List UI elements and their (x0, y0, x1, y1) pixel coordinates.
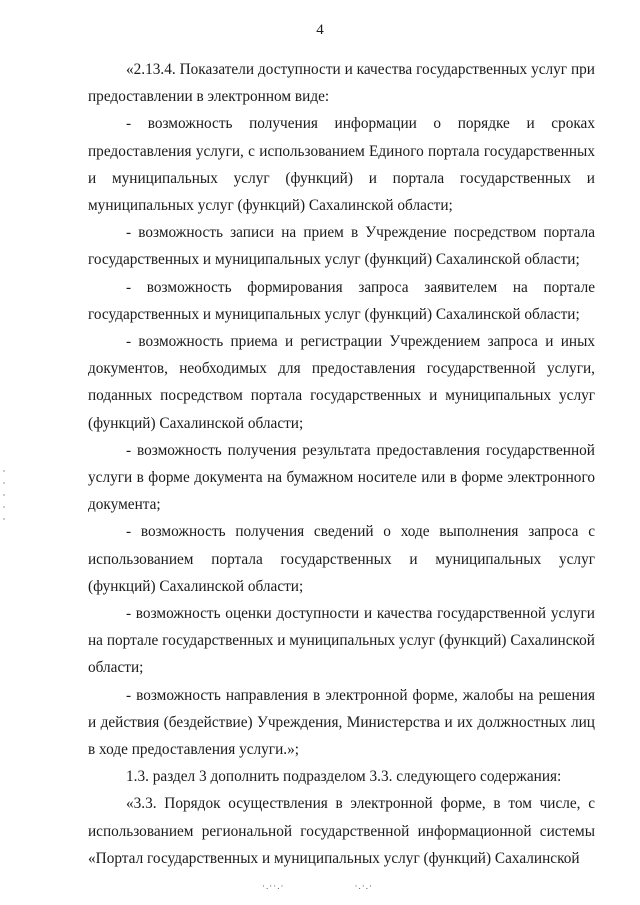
paragraph-status-info: - возможность получения сведений о ходе выполнения запроса с использованием портала государственных и муниципальных услуг (функций) Сахалинской области; (88, 523, 595, 595)
paragraph-result-receiving: - возможность получения результата предоставления государственной услуги в форме документа на бумажном носителе или в форме электронного документа; (88, 441, 595, 514)
paragraph-request-registration: - возможность приема и регистрации Учреждением запроса и иных документов, необходимых для предоставления государственной услуги, поданных посредством портала государственных и муниципальных услуг (функций) Сахалинской области; (88, 333, 595, 432)
paragraph-2-13-4-heading: «2.13.4. Показатели доступности и качества государственных услуг при предоставлении в электронном виде: (88, 61, 595, 106)
paragraph-complaints: - возможность направления в электронной форме, жалобы на решения и действия (бездействие) Учреждения, Министерства и их должностных лиц в ходе предоставления услуги.»; (88, 686, 595, 759)
paragraph-quality-rating: - возможность оценки доступности и качества государственной услуги на портале государственных и муниципальных услуг (функций) Сахалинской области; (88, 605, 595, 677)
scan-edge-artifact (3, 470, 5, 530)
scan-footer-artifact: ·.··.· ·.·.· (262, 881, 373, 891)
document-body (88, 56, 595, 872)
page-number: 4 (316, 22, 324, 38)
paragraph-section-3-amendment: 1.3. раздел 3 дополнить подразделом 3.3. следующего содержания: (126, 768, 562, 786)
paragraph-request-forming: - возможность формирования запроса заявителем на портале государственных и муниципальных услуг (функций) Сахалинской области; (88, 278, 595, 323)
paragraph-appointment: - возможность записи на прием в Учреждение посредством портала государственных и муниципальных услуг (функций) Сахалинской области; (88, 224, 595, 269)
paragraph-info-access: - возможность получения информации о порядке и сроках предоставления услуги, с использованием Единого портала государственных и муниципальных услуг (функций) и портала государственных и муниципальных услуг (функций) Сахалинской области; (88, 115, 595, 215)
paragraph-3-3-heading: «3.3. Порядок осуществления в электронной форме, в том числе, с использованием региональной государственной информационной системы «Портал государственных и муниципальных услуг (функций) Сахалинской (88, 795, 595, 867)
